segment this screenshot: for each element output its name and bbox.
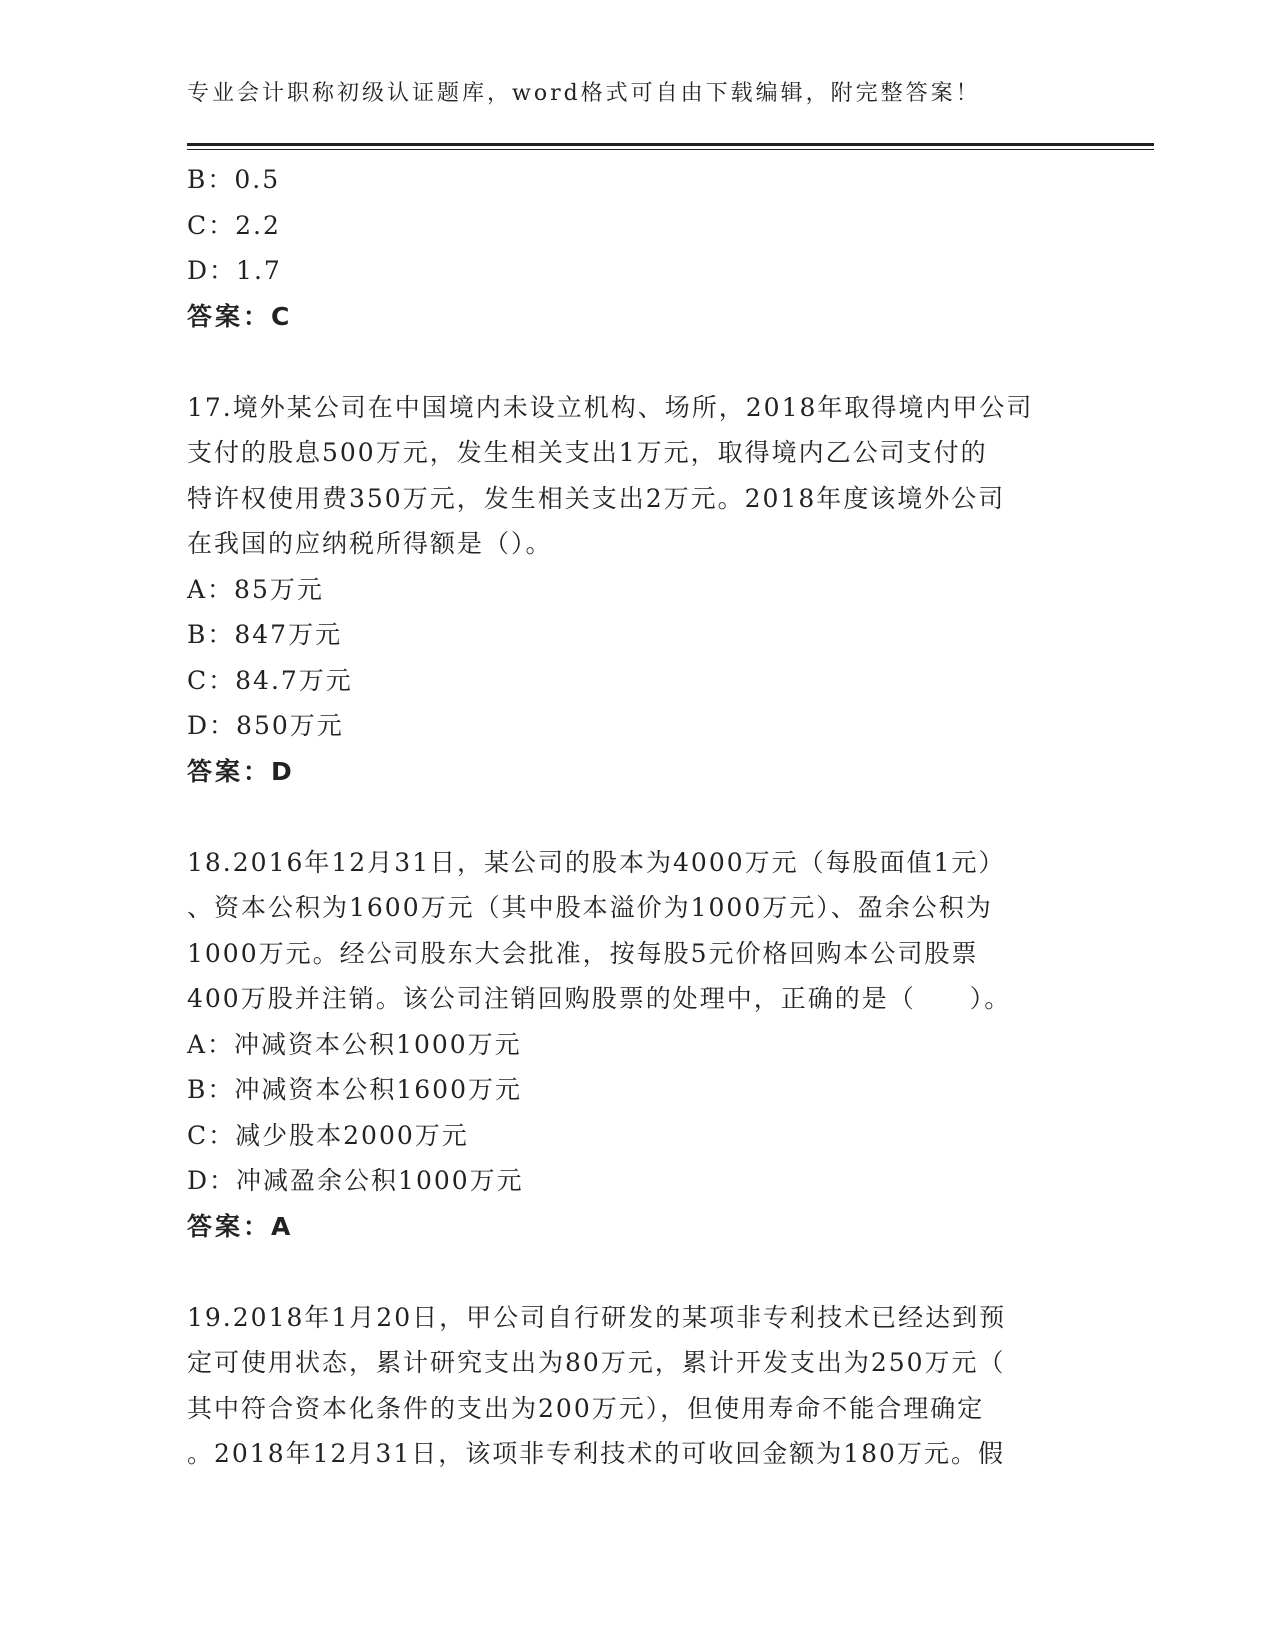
option-a: A：冲减资本公积1000万元 [187, 1029, 522, 1059]
option-a: A：85万元 [187, 574, 324, 604]
question-text-line: 19.2018年1月20日，甲公司自行研发的某项非专利技术已经达到预 [187, 1302, 1007, 1332]
option-c: C：减少股本2000万元 [187, 1120, 469, 1150]
question-text-line: 其中符合资本化条件的支出为200万元），但使用寿命不能合理确定 [187, 1393, 985, 1423]
option-c: C：84.7万元 [187, 665, 353, 695]
header-divider-thin [187, 149, 1154, 150]
option-d: D：冲减盈余公积1000万元 [187, 1166, 524, 1195]
answer: 答案：C [187, 301, 293, 331]
header-divider [187, 143, 1154, 146]
option-d: D：850万元 [187, 711, 344, 740]
question-text-line: 支付的股息500万元，发生相关支出1万元，取得境内乙公司支付的 [187, 438, 988, 467]
question-text-line: 、资本公积为1600万元（其中股本溢价为1000万元）、盈余公积为 [187, 893, 993, 922]
option-c: C：2.2 [187, 210, 281, 240]
answer: 答案：D [187, 756, 295, 786]
question-text-line: 1000万元。经公司股东大会批准，按每股5元价格回购本公司股票 [187, 938, 979, 968]
spacer [187, 1249, 1087, 1295]
question-text-line: 在我国的应纳税所得额是（）。 [187, 529, 553, 558]
spacer [187, 794, 1087, 840]
option-b: B：847万元 [187, 620, 343, 649]
question-text-line: 定可使用状态，累计研究支出为80万元，累计开发支出为250万元（ [187, 1348, 1006, 1377]
question-19 [187, 1295, 1087, 1477]
spacer [187, 339, 1087, 385]
answer: 答案：A [187, 1211, 294, 1241]
page-header: 专业会计职称初级认证题库，word格式可自由下载编辑，附完整答案！ [187, 81, 981, 106]
question-18 [187, 840, 1087, 1250]
option-d: D：1.7 [187, 256, 282, 285]
question-17 [187, 385, 1087, 795]
question-text-line: 17.境外某公司在中国境内未设立机构、场所，2018年取得境内甲公司 [187, 392, 1034, 422]
question-text-line: 400万股并注销。该公司注销回购股票的处理中，正确的是（ ）。 [187, 984, 1012, 1013]
option-b: B：0.5 [187, 165, 281, 194]
question-text-line: 。2018年12月31日，该项非专利技术的可收回金额为180万元。假 [187, 1439, 1005, 1468]
question-text-line: 18.2016年12月31日，某公司的股本为4000万元（每股面值1元） [187, 847, 1006, 877]
document-body [187, 157, 1087, 1477]
question-text-line: 特许权使用费350万元，发生相关支出2万元。2018年度该境外公司 [187, 483, 1006, 513]
question-16-tail [187, 157, 1087, 339]
option-b: B：冲减资本公积1600万元 [187, 1075, 522, 1104]
